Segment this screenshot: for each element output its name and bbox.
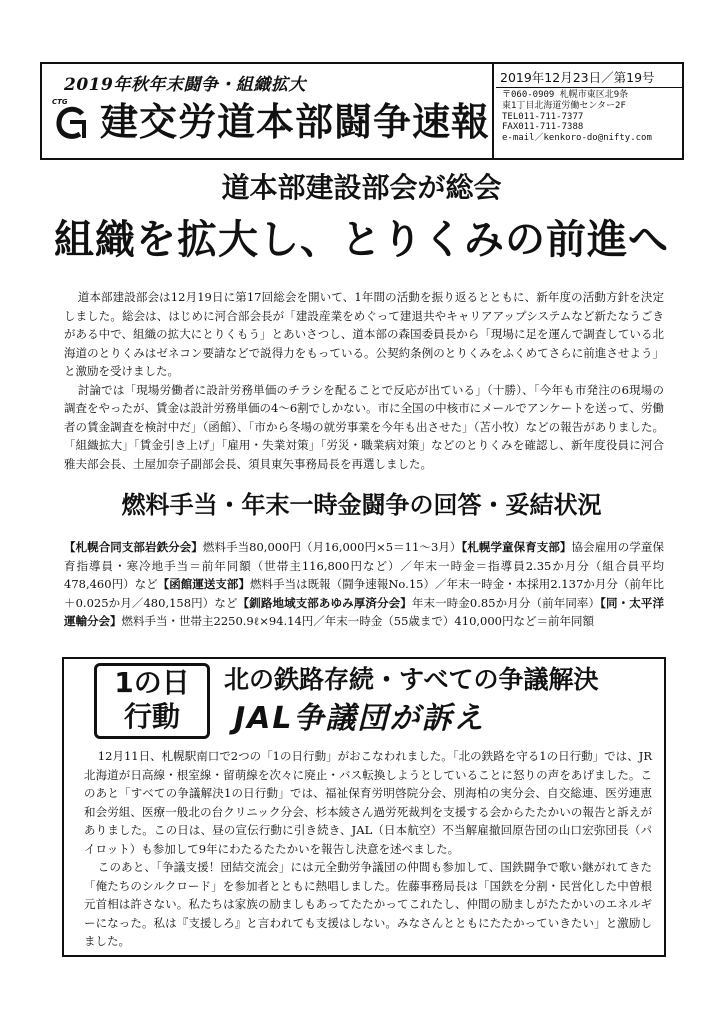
address-line: 東1丁目北海道労働センター2F xyxy=(502,100,626,111)
divider xyxy=(496,87,684,88)
masthead-info-block xyxy=(496,64,684,158)
branch-label: 【札幌合同支部岩鉄分会】 xyxy=(64,540,203,554)
paragraph: 12月11日、札幌駅南口で2つの「1の日行動」がおこなわれました。「北の鉄路を守る1の日行動」では、JR北海道が日高線・根室線・留萌線を次々に廃止・バス転換しようとしていることに怒りの声をあげました。このあと「すべての争議解決1の日行動」では、福祉保育労明啓院分会、別海柏の実分会、自交総連、医労連恵和会労組、医療一般北の台クリニック分会、杉本綾さん過労死裁判を支援する会からたたかいの報告と訴えがありました。この日は、昼の宣伝行動に引き続き、JAL（日本航空）不当解雇撤回原告団の山口宏弥団長（パイロット）も参加して9年にわたるたたかいを報告し決意を述べました。 xyxy=(84,749,652,856)
branch-label: 【同・太平洋運輸分会】 xyxy=(64,595,664,629)
branch-label: 【札幌学童保育支部】 xyxy=(461,540,572,554)
settlement-text: 年末一時金0.85か月分（前年同率） xyxy=(411,595,601,610)
masthead xyxy=(40,62,684,160)
settlement-text: 燃料手当80,000円（月16,000円×5＝11～3月） xyxy=(202,540,462,554)
paragraph: 道本部建設部会は12月19日に第17回総会を開いて、1年間の活動を振り返るとともに、新年度の活動方針を決定しました。総会は、はじめに河合部会長が「建設産業をめぐって建退共やキャリアアップシステムなど新たなうごきがある中で、組織の拡大にとりくもう」とあいさつし、道本部の森国委員長から「現場に足を運んで調査している北海道のとりくみはゼネコン要請などで説得力をもっている。公契約条例のとりくみをふくめてさらに前進させよう」と激励を受けました。 xyxy=(64,290,664,378)
article1-headline: 道本部建設部会が総会 xyxy=(221,171,502,204)
branch-label: 【釧路地域支部あゆみ厚済分会】 xyxy=(237,595,412,610)
address-line: 〒060-0909 札幌市東区北9条 xyxy=(502,90,629,100)
article3-headline: 北の鉄路存続・すべての争議解決 xyxy=(224,665,599,694)
paragraph: このあと、「争議支援！団結交流会」には元全動労争議団の仲間も参加して、国鉄闘争で歌い継がれてきた「俺たちのシルクロード」を参加者とともに熱唱しました。佐藤事務局長は「国鉄を分割・民営化した中曽根元首相は許さない。私たちは家族の励ましもあってたたかってこれたし、仲間の励ましがたたかいのエネルギーになった。私は『支援しろ』と言われても支援はしない。みなさんとともにたたかっていきたい」と激励しました。 xyxy=(84,860,652,948)
masthead-title-block xyxy=(42,64,494,158)
logo-text: CTG xyxy=(52,98,68,106)
action-day-article xyxy=(62,657,666,957)
article2-headline: 燃料手当・年末一時金闘争の回答・妥結状況 xyxy=(121,491,602,519)
masthead-series: 2019年秋年末闘争・組織拡大 xyxy=(64,75,306,95)
ctg-logo-icon xyxy=(54,104,88,144)
newsletter-title: 建交労道本部闘争速報 xyxy=(100,100,491,144)
article1-subheadline: 組織を拡大し、とりくみの前進へ xyxy=(54,217,669,263)
branch-label: 【函館運送支部】 xyxy=(157,577,250,592)
phone-number: TEL011-711-7377 xyxy=(502,111,584,122)
settlement-text: 燃料手当・世帯主2250.9ℓ×94.14円／年末一時金（55歳まで）410,000円など＝前年同額 xyxy=(121,614,594,629)
settlement-text: 燃料手当は既報（闘争速報No.15）／年末一時金・本採用2.137か月分（前年比＋0.025か月／480,158円）など xyxy=(64,577,664,610)
fax-number: FAX011-711-7388 xyxy=(502,122,584,133)
article1-body xyxy=(64,288,664,473)
stamp-line: 行動 xyxy=(123,700,180,733)
settlement-text: 協会雇用の学童保育指導員・寒冷地手当＝前年同額（世帯主116,800円など）／年末一時金＝指導員2.35か月分（組合員平均478,460円）など xyxy=(64,540,664,592)
stamp-line: 1の日 xyxy=(114,666,190,699)
paragraph: 討論では「現場労働者に設計労務単価のチラシを配ることで反応が出ている」（十勝）、「今年も市発注の6現場の調査をやったが、賃金は設計労務単価の4～6割でしかない。市に全国の中核市にメールでアンケートを送って、労働者の賃金調査を検討中だ」（函館）、「市から冬場の就労事業を今年も出させた」（苫小牧）などの報告がありました。「組織拡大」「賃金引き上げ」「雇用・失業対策」「労災・職業病対策」などのとりくみを確認し、新年度役員に河合雅夫部会長、土屋加奈子副部会長、須貝東矢事務局長を再選しました。 xyxy=(64,382,664,471)
article3-body xyxy=(84,747,652,951)
article3-subheadline: JAL争議団が訴え xyxy=(234,701,486,736)
email-address: e-mail／kenkoro-do@nifty.com xyxy=(502,133,652,144)
settlement-report xyxy=(64,538,664,631)
issue-date-number: 2019年12月23日／第19号 xyxy=(500,70,655,85)
action-day-stamp xyxy=(94,663,210,739)
contact-address xyxy=(502,90,682,144)
